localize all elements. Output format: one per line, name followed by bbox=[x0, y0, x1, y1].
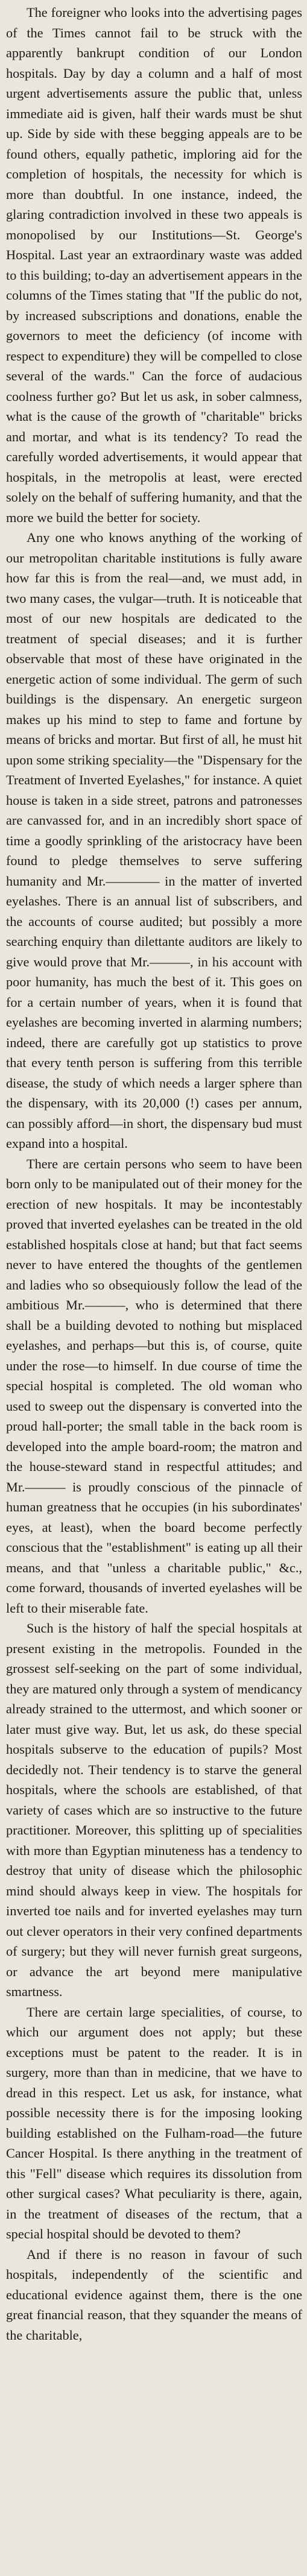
paragraph-3: There are certain persons who seem to have been born only to be manipulated out of their money for the erection of new hospitals. It may be incontestably proved that inverted eyelashes can be treated in the old established hospitals close at hand; but that fact seems never to have entered the thoughts of the gentlemen and ladies who so obsequiously follow the lead of the ambitious Mr.———, who is determined that there shall be a building devoted to nothing but misplaced eyelashes, and perhaps—but this is, of course, quite under the rose—to himself. In due course of time the special hospital is completed. The old woman who used to sweep out the dispensary is converted into the proud hall-porter; the small table in the back room is developed into the ample board-room; the matron and the house-steward stand in respectful attitudes; and Mr.——— is proudly conscious of the pinnacle of human greatness that he occupies (in his subordinates' eyes, at least), when the board become perfectly conscious that the "establishment" is eating up all their means, and that "unless a charitable public," &c., come forward, thousands of inverted eyelashes will be left to their miserable fate. bbox=[6, 1156, 302, 1616]
paragraph-4: Such is the history of half the special hospitals at present existing in the metropolis. Founded in the grossest self-seeking on the part of some individual, they are matured only through a system of mendicancy already strained to the uttermost, and which sooner or later must give way. But, let us ask, do these special hospitals subserve to the education of pupils? Most decidedly not. Their tendency is to starve the general hospitals, where the schools are established, of that variety of cases which are so instructive to the future practitioner. Moreover, this splitting up of specialities with more than Egyptian minuteness has a tendency to destroy that unity of disease which the philosophic mind should always keep in view. The hospitals for inverted toe nails and for inverted eyelashes may turn out clever operators in their very confined departments of surgery; but they will never furnish great surgeons, or advance the art beyond mere manipulative smartness. bbox=[6, 1620, 302, 1999]
paragraph-1: The foreigner who looks into the advertising pages of the Times cannot fail to be struck with the apparently bankrupt condition of our London hospitals. Day by day a column and a half of most urgent advertisements assure the public that, unless immediate aid is given, half their wards must be shut up. Side by side with these begging appeals are to be found others, equally pathetic, imploring aid for the completion of hospitals, the necessity for which is more than doubtful. In one instance, indeed, the glaring contradiction involved in these two appeals is monopolised by our Institutions—St. George's Hospital. Last year an extraordinary waste was added to this building; to-day an advertisement appears in the columns of the Times stating that "If the public do not, by increased subscriptions and donations, enable the governors to meet the deficiency (of income with respect to expenditure) they will be compelled to close several of the wards." Can the force of audacious coolness further go? But let us ask, in sober calmness, what is the cause of the growth of "charitable" bricks and mortar, and what is its tendency? To read the carefully worded advertisements, it would appear that hospitals, in the metropolis at least, were erected solely on the behalf of suffering humanity, and that the more we build the better for society. bbox=[6, 5, 302, 525]
paragraph-5: There are certain large specialities, of course, to which our argument does not apply; but these exceptions must be patent to the reader. It is in surgery, more than than in medicine, that we have to dread in this respect. Let us ask, for instance, what possible necessity there is for the imposing looking building established on the Fulham-road—the future Cancer Hospital. Is there anything in the treatment of this "Fell" disease which requires its dissolution from other surgical cases? What peculiarity is there, again, in the treatment of diseases of the rectum, that a special hospital should be devoted to them? bbox=[6, 2004, 302, 2241]
paragraph-2: Any one who knows anything of the working of our metropolitan charitable institutions is fully aware how far this is from the real—and, we must add, in two many cases, the vulgar—truth. It is noticeable that most of our new hospitals are dedicated to the treatment of special diseases; and it is further observable that most of these have originated in the energetic action of some individual. The germ of such buildings is the dispensary. An energetic surgeon makes up his mind to step to fame and fortune by means of bricks and mortar. But first of all, he must hit upon some striking speciality—the "Dispensary for the Treatment of Inverted Eyelashes," for instance. A quiet house is taken in a side street, patrons and patronesses are canvassed for, and in an incredibly short space of time a goodly sprinkling of the aristocracy have been found to pledge themselves to serve suffering humanity and Mr.———— in the matter of inverted eyelashes. There is an annual list of subscribers, and the accounts of course audited; but possibly a more searching enquiry than dilettante auditors are likely to give would prove that Mr.———, in his account with poor humanity, has much the best of it. This goes on for a certain number of years, when it is found that eyelashes are becoming inverted in alarming numbers; indeed, there are carefully got up statistics to prove that every tenth person is suffering from this terrible disease, the study of which needs a larger sphere than the dispensary, with its 20,000 (!) cases per annum, can possibly afford—in short, the dispensary bud must expand into a hospital. bbox=[6, 530, 302, 1151]
paragraph-6: And if there is no reason in favour of such hospitals, independently of the scientific and educational evidence against them, there is the one great financial reason, that they squander the means of the charitable, bbox=[6, 2246, 302, 2343]
